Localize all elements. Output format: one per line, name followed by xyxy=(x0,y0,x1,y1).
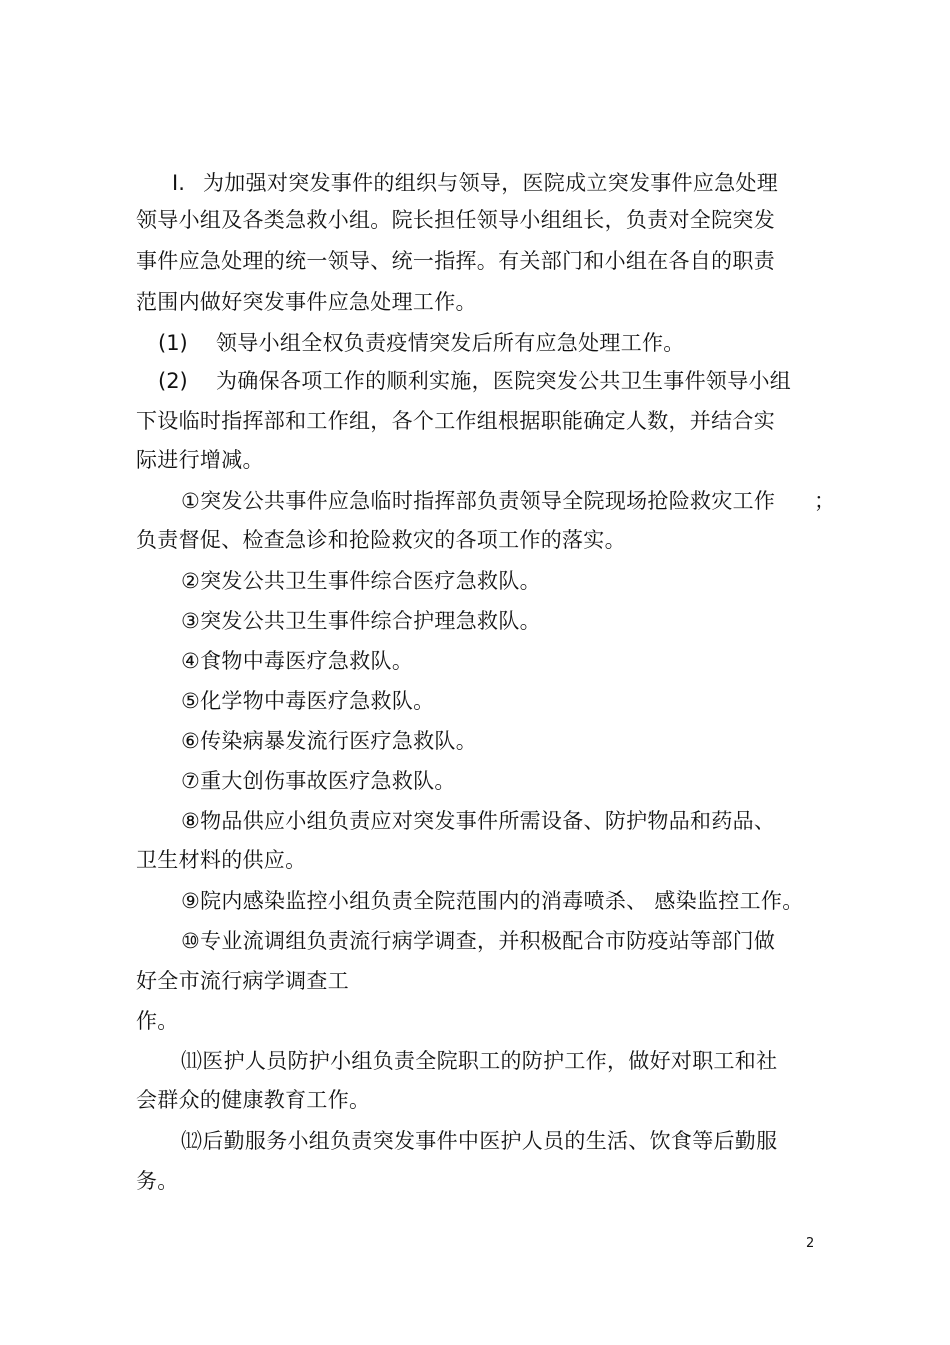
list-item-line: 作。 xyxy=(136,1009,179,1033)
list-item-line: ⑨院内感染监控小组负责全院范围内的消毒喷杀、 感染监控工作。 xyxy=(181,889,804,913)
text-line: 事件应急处理的统一领导、统一指挥。有关部门和小组在各自的职责 xyxy=(136,249,775,273)
list-item-line: ⑧物品供应小组负责应对突发事件所需设备、防护物品和药品、 xyxy=(181,809,776,833)
text-line: 领导小组及各类急救小组。院长担任领导小组组长，负责对全院突发 xyxy=(136,208,775,232)
list-item-line: ⑾医护人员防护小组负责全院职工的防护工作，做好对职工和社 xyxy=(181,1049,778,1073)
text-line: 际进行增减。 xyxy=(136,448,264,472)
list-item-line: 务。 xyxy=(136,1169,179,1193)
text-line: 范围内做好突发事件应急处理工作。 xyxy=(136,290,477,314)
list-item-line: 卫生材料的供应。 xyxy=(136,848,307,872)
list-item-line: ①突发公共事件应急临时指挥部负责领导全院现场抢险救灾工作 xyxy=(181,489,776,513)
list-item-line: ⑤化学物中毒医疗急救队。 xyxy=(181,689,435,713)
list-item-line: ②突发公共卫生事件综合医疗急救队。 xyxy=(181,569,541,593)
list-item-line: ⑦重大创伤事故医疗急救队。 xyxy=(181,769,456,793)
text-line: 为确保各项工作的顺利实施，医院突发公共卫生事件领导小组 xyxy=(216,369,792,393)
paragraph-label-1: I. xyxy=(172,171,185,195)
list-item-line: 负责督促、检查急诊和抢险救灾的各项工作的落实。 xyxy=(136,528,626,552)
text-line: 下设临时指挥部和工作组，各个工作组根据职能确定人数，并结合实 xyxy=(136,409,775,433)
page-number: 2 xyxy=(806,1236,815,1251)
list-item-line: ⑿后勤服务小组负责突发事件中医护人员的生活、饮食等后勤服 xyxy=(181,1129,778,1153)
text-line: 为加强对突发事件的组织与领导，医院成立突发事件应急处理 xyxy=(203,171,779,195)
list-item-line: ③突发公共卫生事件综合护理急救队。 xyxy=(181,609,541,633)
list-item-line: ⑩专业流调组负责流行病学调查，并积极配合市防疫站等部门做 xyxy=(181,929,776,953)
list-item-line: 好全市流行病学调查工 xyxy=(136,969,349,993)
paragraph-label-2: (1) xyxy=(158,331,188,355)
list-item-line: ⑥传染病暴发流行医疗急救队。 xyxy=(181,729,478,753)
list-item-line: 会群众的健康教育工作。 xyxy=(136,1088,371,1112)
list-item-trailing-punctuation: ； xyxy=(814,489,835,513)
list-item-line: ④食物中毒医疗急救队。 xyxy=(181,649,414,673)
text-line: 领导小组全权负责疫情突发后所有应急处理工作。 xyxy=(216,331,685,355)
paragraph-label-3: (2) xyxy=(158,369,188,393)
